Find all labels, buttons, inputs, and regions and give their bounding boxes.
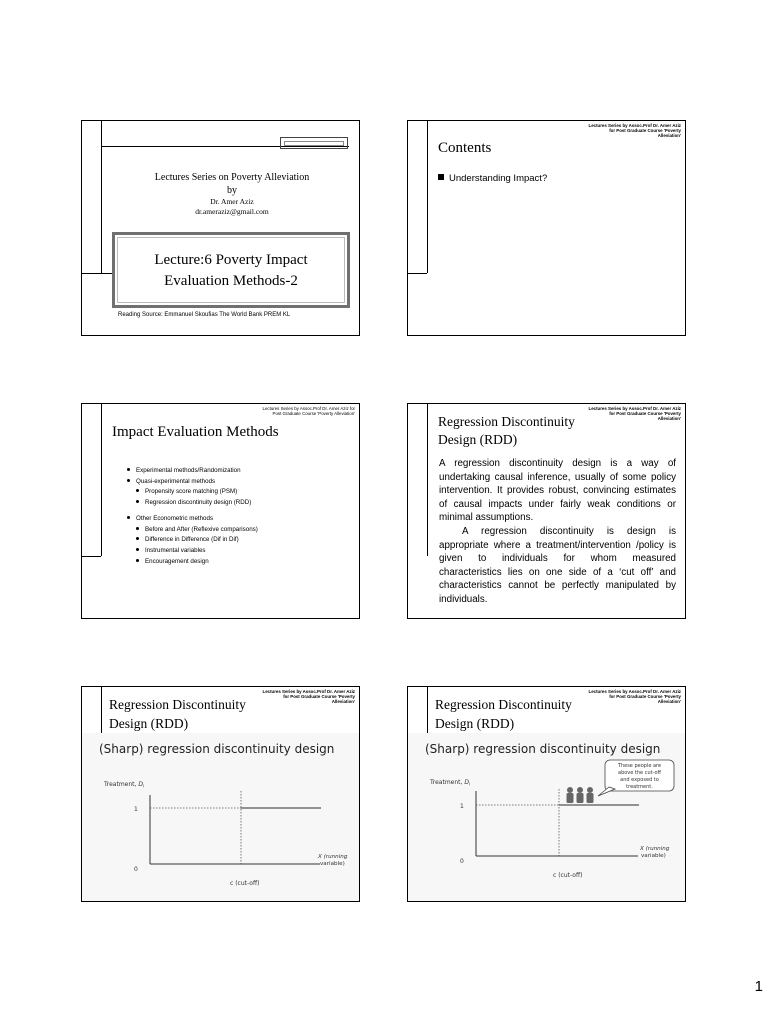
list-item-text: Other Econometric methods <box>136 514 214 522</box>
slide-6-rdd-chart-annotated <box>407 686 686 902</box>
square-bullet-icon <box>438 174 444 180</box>
methods-list <box>127 466 258 567</box>
list-item <box>127 514 258 525</box>
slide-body-text <box>439 457 676 607</box>
person-icon <box>587 787 594 803</box>
callout-text-line-1: These people are <box>617 763 662 769</box>
bullet-dot-icon <box>136 489 139 492</box>
slide-title <box>109 695 299 733</box>
slide-divider-line <box>427 121 428 273</box>
list-item-text: Propensity score matching (PSM) <box>145 488 238 496</box>
by-label: by <box>227 185 237 196</box>
lecture-series-heading <box>112 171 352 197</box>
x-axis-label-line-2: variable) <box>641 853 666 859</box>
slide-title-line-1: Regression Discontinuity <box>109 697 246 712</box>
lecture-title-line-2: Evaluation Methods-2 <box>164 273 298 289</box>
paragraph: A regression discontinuity design is a way of undertaking causal inference, usually of some policy intervention. It provides robust, convincing estimates of causal impacts under fairly weak conditions or minimal assumptions. <box>439 458 676 524</box>
list-item-text: Experimental methods/Randomization <box>136 467 241 474</box>
lecture-title <box>115 250 347 292</box>
slide-divider-line <box>101 121 102 273</box>
cutoff-label: c (cut-off) <box>230 880 260 887</box>
slide-5-rdd-chart <box>81 686 360 902</box>
chart-subtitle: (Sharp) regression discontinuity design <box>99 742 335 756</box>
list-subitem <box>127 525 258 536</box>
list-item-text: Difference in Difference (Dif in Dif) <box>145 536 239 544</box>
person-icon <box>577 787 584 803</box>
callout-text-line-2: above the cut-off <box>618 770 661 776</box>
lecture-credit: Lectures Series by Assoc.Prof Dr. Amer Aziz for Post Graduate Course 'Poverty Alleviation' <box>588 123 681 138</box>
author-name: Dr. Amer Aziz <box>210 197 254 206</box>
author-email: dr.ameraziz@gmail.com <box>195 207 269 216</box>
list-subitem <box>127 546 258 557</box>
bullet-dot-icon <box>136 527 139 530</box>
list-item-text: Quasi-experimental methods <box>136 477 216 485</box>
slide-title-line-1: Regression Discontinuity <box>435 697 572 712</box>
list-subitem <box>127 535 258 546</box>
slide-1-title <box>81 120 360 336</box>
slide-title: Impact Evaluation Methods <box>112 424 279 440</box>
series-title: Lectures Series on Poverty Alleviation <box>154 172 310 183</box>
list-item-text: Encouragement design <box>145 557 209 565</box>
slide-title-line-2: Design (RDD) <box>435 716 515 731</box>
callout-text-line-4: treatment. <box>626 784 653 790</box>
callout-text-line-3: and exposed to <box>620 777 659 783</box>
y-axis-label: Treatment, $D_i$ <box>104 781 145 789</box>
lecture-title-line-1: Lecture:6 Poverty Impact <box>154 252 308 268</box>
slide-title-line-2: Design (RDD) <box>109 716 189 731</box>
slide-title-line-1: Regression Discontinuity <box>438 414 575 429</box>
lecture-title-box <box>112 232 350 308</box>
bullet-dot-icon <box>136 500 139 503</box>
decorative-frame <box>284 141 344 146</box>
slide-divider-line <box>82 273 112 274</box>
rdd-chart <box>82 733 359 901</box>
bullet-item <box>438 173 547 184</box>
lecture-credit: Lectures Series by Assoc.Prof Dr. Amer Aziz for Post Graduate Course 'Poverty Alleviation' <box>262 689 355 704</box>
y-tick-0: 0 <box>460 858 464 865</box>
slide-divider-line <box>427 404 428 556</box>
slide-title-line-2: Design (RDD) <box>438 432 518 447</box>
people-icons <box>567 787 594 803</box>
bullet-dot-icon <box>127 468 130 471</box>
rdd-chart <box>408 733 685 901</box>
x-axis-label-line-1: X (running <box>640 846 670 852</box>
slide-3-impact-evaluation-methods <box>81 403 360 619</box>
list-subitem <box>127 498 258 509</box>
bullet-dot-icon <box>136 559 139 562</box>
bullet-dot-icon <box>127 516 130 519</box>
cutoff-label: c (cut-off) <box>553 872 583 879</box>
paragraph: A regression discontinuity is design is appropriate where a treatment/intervention /policy is given to individuals for whom measured characteristics lies on one side of a ‘cut off’ and characteristics cannot be perfectly manipulated by individuals. <box>439 525 676 605</box>
page-number: 1 <box>754 978 763 995</box>
author-block <box>112 197 352 217</box>
slide-title <box>438 413 618 449</box>
callout-bubble <box>598 760 674 796</box>
slide-4-rdd-definition <box>407 403 686 619</box>
x-axis-label-line-2: variable) <box>320 861 345 867</box>
slide-title <box>435 695 625 733</box>
list-item-text: Regression discontinuity design (RDD) <box>145 499 252 507</box>
y-tick-1: 1 <box>134 806 138 813</box>
bullet-text: Understanding Impact? <box>449 173 548 184</box>
bullet-dot-icon <box>136 548 139 551</box>
lecture-credit: Lectures Series by Assoc.Prof Dr. Amer Aziz for Post Graduate Course 'Poverty Alleviation' <box>588 689 681 704</box>
person-icon <box>567 787 574 803</box>
bullet-dot-icon <box>136 537 139 540</box>
slide-divider-line <box>101 404 102 556</box>
list-item <box>127 466 258 477</box>
y-axis-label: Treatment, $D_i$ <box>430 779 471 787</box>
list-subitem <box>127 557 258 568</box>
slide-2-contents <box>407 120 686 336</box>
list-item-text: Instrumental variables <box>145 546 206 554</box>
chart-subtitle: (Sharp) regression discontinuity design <box>425 742 661 756</box>
y-tick-1: 1 <box>460 803 464 810</box>
list-item <box>127 477 258 488</box>
list-item-text: Before and After (Reflexive comparisons) <box>145 525 258 533</box>
lecture-credit: Lectures Series by Assoc.Prof Dr. Amer Aziz for Post Graduate Course 'Poverty Alleviation' <box>262 406 355 416</box>
reading-source: Reading Source: Emmanuel Skoufias The World Bank PREM KL <box>118 312 291 318</box>
list-subitem <box>127 487 258 498</box>
y-tick-0: 0 <box>134 866 138 873</box>
slide-divider-line <box>408 273 427 274</box>
x-axis-label-line-1: X (running <box>318 854 348 860</box>
slide-divider-line <box>82 556 101 557</box>
slide-title: Contents <box>438 140 492 156</box>
lecture-credit: Lectures Series by Assoc.Prof Dr. Amer Aziz for Post Graduate Course 'Poverty Alleviation' <box>588 406 681 421</box>
bullet-dot-icon <box>127 479 130 482</box>
